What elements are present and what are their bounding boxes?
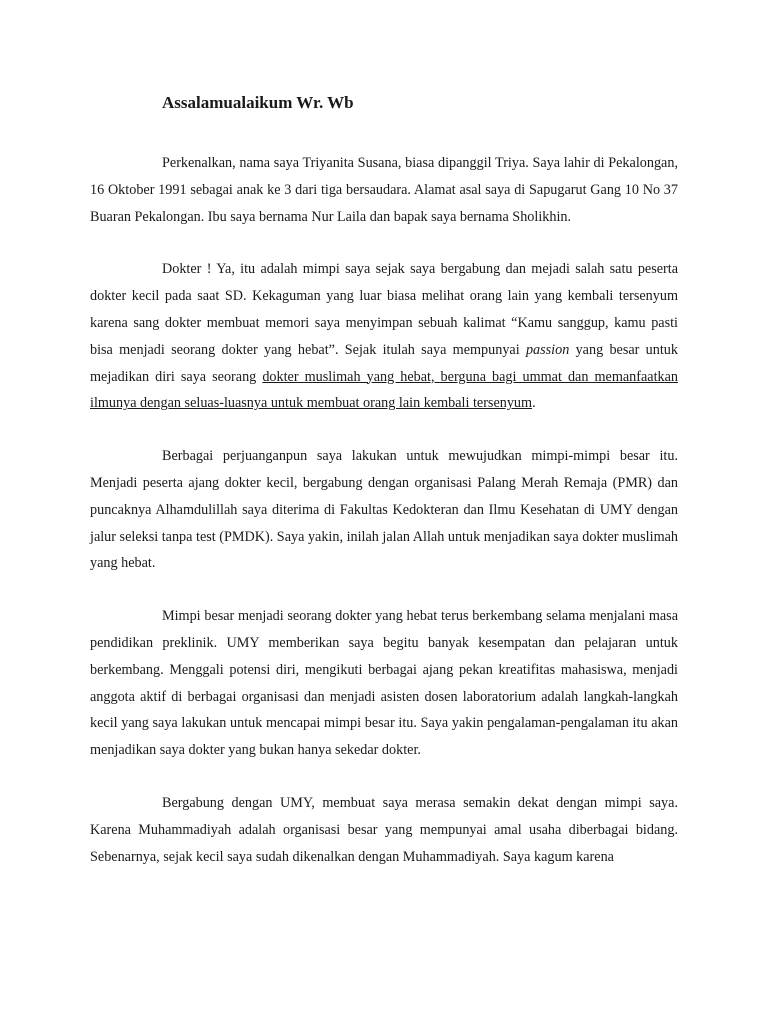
underlined-goal-phrase: dokter muslimah yang hebat, berguna bagi ummat dan memanfaatkan ilmunya dengan seluas-luasnya untuk membuat orang lain kembali tersenyum [90, 368, 678, 412]
paragraph-umy: Bergabung dengan UMY, membuat saya merasa semakin dekat dengan mimpi saya. Karena Muhammadiyah adalah organisasi besar yang mempunyai amal usaha diberbagai bidang. Sebenarnya, sejak kecil saya sudah dikenalkan dengan Muhammadiyah. Saya kagum karena [90, 794, 678, 865]
paragraph-introduction: Perkenalkan, nama saya Triyanita Susana, biasa dipanggil Triya. Saya lahir di Pekalongan, 16 Oktober 1991 sebagai anak ke 3 dari tiga bersaudara. Alamat asal saya di Sapugarut Gang 10 No 37 Buaran Pekalongan. Ibu saya bernama Nur Laila dan bapak saya bernama Sholikhin. [90, 155, 678, 225]
paragraph-dream-text-1: Dokter ! Ya, itu adalah mimpi saya sejak saya bergabung dan mejadi salah satu peserta dokter kecil pada saat SD. Kekaguman yang luar biasa melihat orang lain yang kembali tersenyum karena sang dokter membuat memori saya menyimpan sebuah kalimat “Kamu sanggup, kamu pasti bisa menjadi seorang dokter yang hebat”. Sejak itulah saya mempunyai [90, 261, 678, 358]
paragraph-dream-text-3: . [532, 395, 536, 412]
passion-italic-word: passion [525, 341, 570, 358]
paragraph-dream-text-2: yang besar untuk mejadikan diri saya seorang [90, 341, 678, 385]
paragraph-struggle: Berbagai perjuanganpun saya lakukan untuk mewujudkan mimpi-mimpi besar itu. Menjadi peserta ajang dokter kecil, bergabung dengan organisasi Palang Merah Remaja (PMR) dan puncaknya Alhamdulillah saya diterima di Fakultas Kedokteran dan Ilmu Kesehatan di UMY dengan jalur seleksi tanpa test (PMDK). Saya yakin, inilah jalan Allah untuk menjadikan saya dokter muslimah yang hebat. [90, 448, 678, 572]
paragraph-dream [90, 256, 678, 417]
paragraph-preclinic: Mimpi besar menjadi seorang dokter yang hebat terus berkembang selama menjalani masa pendidikan preklinik. UMY memberikan saya begitu banyak kesempatan dan pelajaran untuk berkembang. Menggali potensi diri, mengikuti berbagai ajang pekan kreatifitas mahasiswa, menjadi anggota aktif di berbagai organisasi dan menjadi asisten dosen laboratorium adalah langkah-langkah kecil yang saya lakukan untuk mencapai mimpi besar itu. Saya yakin pengalaman-pengalaman itu akan menjadikan saya dokter yang bukan hanya sekedar dokter. [90, 608, 678, 759]
document-page [90, 90, 678, 870]
greeting-heading: Assalamualaikum Wr. Wb [162, 93, 354, 112]
